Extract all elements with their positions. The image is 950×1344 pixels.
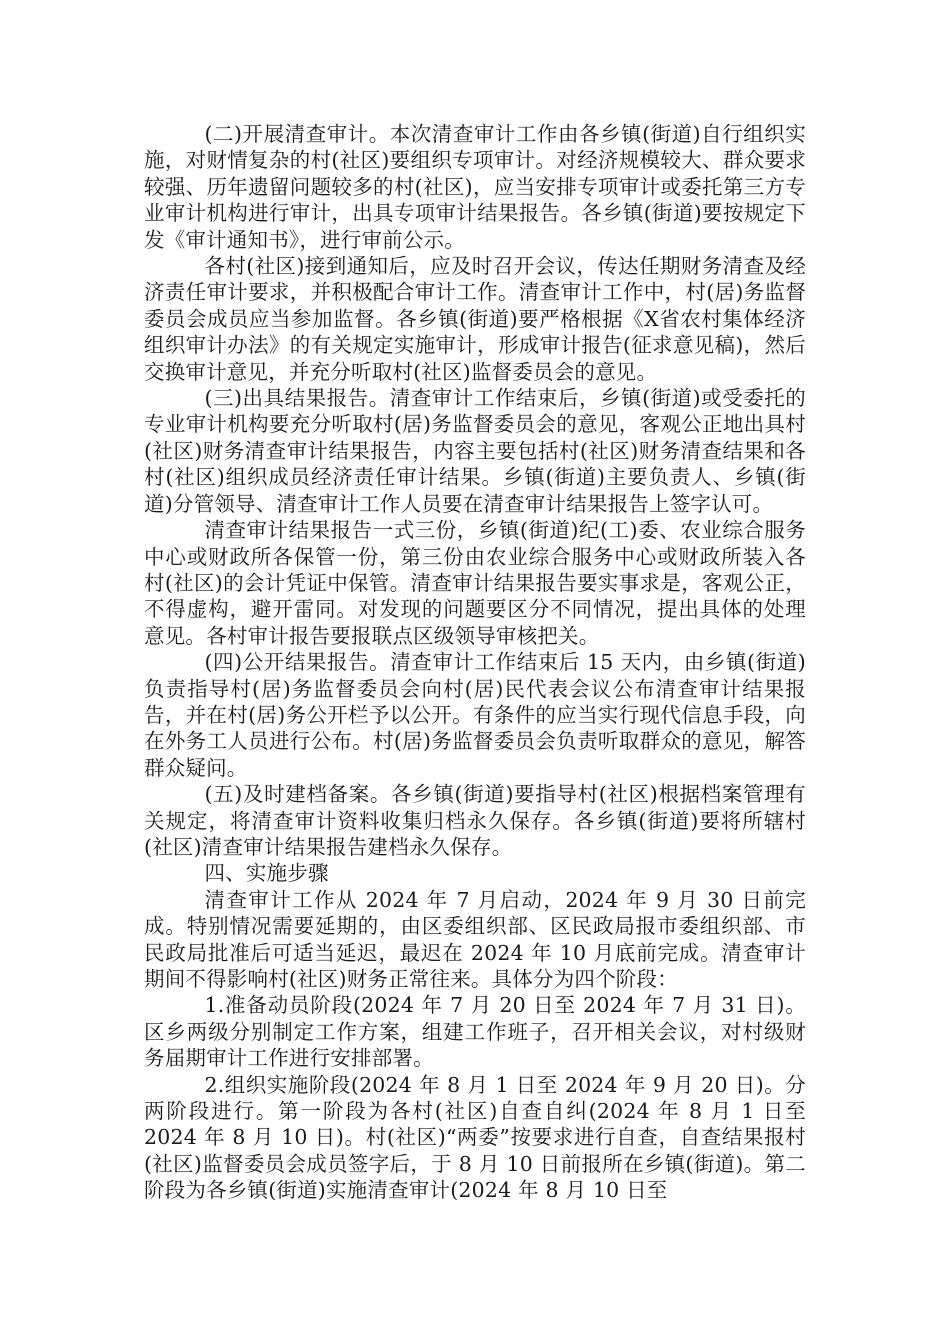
paragraph-village-notice: 各村(社区)接到通知后，应及时召开会议，传达任期财务清查及经济责任审计要求，并积极配合审计工作。清查审计工作中，村(居)务监督委员会成员应当参加监督。各乡镇(街道)要严格根据《X省农村集体经济组织审计办法》的有关规定实施审计，形成审计报告(征求意见稿)，然后交换审计意见，并充分听取村(社区)监督委员会的意见。 [144, 254, 806, 384]
document-body [144, 121, 806, 1204]
paragraph-archive: (五)及时建档备案。各乡镇(街道)要指导村(社区)根据档案管理有关规定，将清查审计资料收集归档永久保存。各乡镇(街道)要将所辖村(社区)清查审计结果报告建档永久保存。 [144, 782, 806, 859]
paragraph-stage-1: 1.准备动员阶段(2024 年 7 月 20 日至 2024 年 7 月 31 日)。区乡两级分别制定工作方案，组建工作班子，召开相关会议，对村级财务届期审计工作进行安排部署。 [144, 993, 806, 1071]
paragraph-schedule: 清查审计工作从 2024 年 7 月启动，2024 年 9 月 30 日前完成。特别情况需要延期的，由区委组织部、区民政局报市委组织部、市民政局批准后可适当延迟，最迟在 2024 年 10 月底前完成。清查审计期间不得影响村(社区)财务正常往来。具体分为四个阶段： [144, 887, 806, 991]
paragraph-stage-2: 2.组织实施阶段(2024 年 8 月 1 日至 2024 年 9 月 20 日)。分两阶段进行。第一阶段为各村(社区)自查自纠(2024 年 8 月 1 日至 2024 年 8 月 10 日)。村(社区)“两委”按要求进行自查，自查结果报村(社区)监督委员会成员签字后，于 8 月 10 日前报所在乡镇(街道)。第二阶段为各乡镇(街道)实施清查审计(2024 年 8 月 10 日至 [144, 1072, 806, 1203]
paragraph-issue-report: (三)出具结果报告。清查审计工作结束后，乡镇(街道)或受委托的专业审计机构要充分听取村(居)务监督委员会的意见，客观公正地出具村(社区)财务清查审计结果报告，内容主要包括村(社区)财务清查结果和各村(社区)组织成员经济责任审计结果。乡镇(街道)主要负责人、乡镇(街道)分管领导、清查审计工作人员要在清查审计结果报告上签字认可。 [144, 386, 806, 516]
section-heading-steps: 四、实施步骤 [204, 861, 329, 886]
paragraph-audit-implementation: (二)开展清查审计。本次清查审计工作由各乡镇(街道)自行组织实施，对财情复杂的村(社区)要组织专项审计。对经济规模较大、群众要求较强、历年遗留问题较多的村(社区)，应当安排专项审计或委托第三方专业审计机构进行审计，出具专项审计结果报告。各乡镇(街道)要按规定下发《审计通知书》，进行审前公示。 [144, 122, 806, 252]
paragraph-report-copies: 清查审计结果报告一式三份，乡镇(街道)纪(工)委、农业综合服务中心或财政所各保管一份，第三份由农业综合服务中心或财政所装入各村(社区)的会计凭证中保管。清查审计结果报告要实事求是，客观公正，不得虚构，避开雷同。对发现的问题要区分不同情况，提出具体的处理意见。各村审计报告要报联点区级领导审核把关。 [144, 518, 806, 648]
paragraph-publish-report: (四)公开结果报告。清查审计工作结束后 15 天内，由乡镇(街道)负责指导村(居)务监督委员会向村(居)民代表会议公布清查审计结果报告，并在村(居)务公开栏予以公开。有条件的应当实行现代信息手段，向在外务工人员进行公布。村(居)务监督委员会负责听取群众的意见，解答群众疑问。 [144, 650, 806, 780]
